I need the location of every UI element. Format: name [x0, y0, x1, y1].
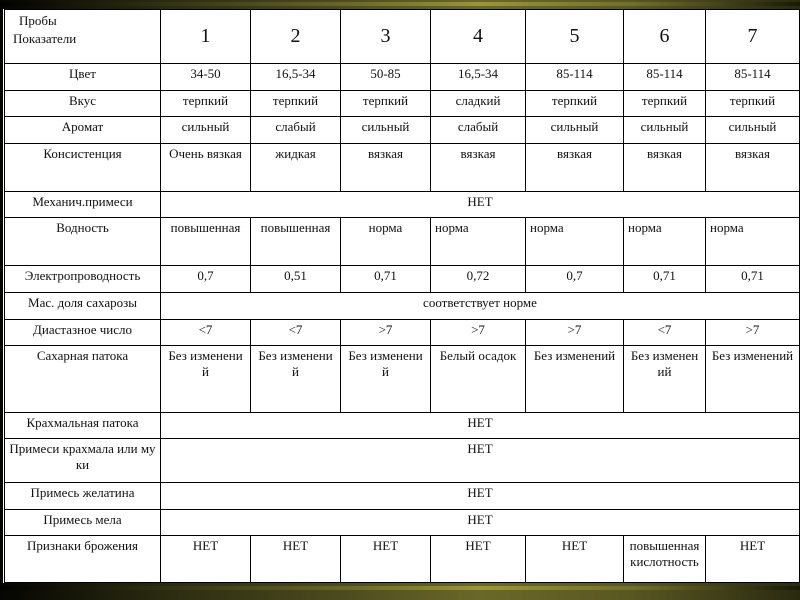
- row-conductivity: [5, 265, 800, 292]
- cell-water-4: норма: [431, 218, 526, 265]
- cell-diastase-2: <7: [251, 319, 341, 346]
- row-consistency: [5, 144, 800, 191]
- cell-conductivity-1: 0,7: [161, 265, 251, 292]
- cell-color-1: 34-50: [161, 63, 251, 90]
- cell-consistency-3: вязкая: [341, 144, 431, 191]
- cell-color-2: 16,5-34: [251, 63, 341, 90]
- cell-consistency-7: вязкая: [706, 144, 800, 191]
- sample-header-4: 4: [431, 10, 526, 64]
- row-starch-syrup: [5, 412, 800, 439]
- row-sucrose: [5, 292, 800, 319]
- cell-diastase-4: >7: [431, 319, 526, 346]
- cell-sugar-syrup-3: Без изменений: [341, 346, 431, 412]
- cell-aroma-4: слабый: [431, 117, 526, 144]
- row-sugar-syrup: [5, 346, 800, 412]
- cell-taste-3: терпкий: [341, 90, 431, 117]
- cell-consistency-5: вязкая: [526, 144, 624, 191]
- corner-header-cell: [5, 10, 161, 64]
- cell-aroma-7: сильный: [706, 117, 800, 144]
- cell-taste-6: терпкий: [624, 90, 706, 117]
- row-chalk: [5, 509, 800, 536]
- row-aroma: [5, 117, 800, 144]
- cell-diastase-5: >7: [526, 319, 624, 346]
- cell-fermentation-1: НЕТ: [161, 536, 251, 583]
- row-taste: [5, 90, 800, 117]
- cell-color-5: 85-114: [526, 63, 624, 90]
- cell-aroma-6: сильный: [624, 117, 706, 144]
- row-diastase: [5, 319, 800, 346]
- cell-sugar-syrup-4: Белый осадок: [431, 346, 526, 412]
- cell-water-5: норма: [526, 218, 624, 265]
- cell-color-7: 85-114: [706, 63, 800, 90]
- cell-gelatin: НЕТ: [161, 482, 800, 509]
- cell-aroma-2: слабый: [251, 117, 341, 144]
- cell-consistency-1: Очень вязкая: [161, 144, 251, 191]
- row-starch-flour: [5, 439, 800, 482]
- cell-taste-2: терпкий: [251, 90, 341, 117]
- cell-taste-1: терпкий: [161, 90, 251, 117]
- cell-conductivity-3: 0,71: [341, 265, 431, 292]
- row-label-starch-flour: Примеси крахмала или муки: [5, 439, 161, 482]
- row-label-fermentation: Признаки брожения: [5, 536, 161, 583]
- row-label-gelatin: Примесь желатина: [5, 482, 161, 509]
- row-fermentation: [5, 536, 800, 583]
- cell-sugar-syrup-2: Без изменений: [251, 346, 341, 412]
- cell-diastase-7: >7: [706, 319, 800, 346]
- row-gelatin: [5, 482, 800, 509]
- sample-header-1: 1: [161, 10, 251, 64]
- cell-color-3: 50-85: [341, 63, 431, 90]
- cell-conductivity-6: 0,71: [624, 265, 706, 292]
- row-label-diastase: Диастазное число: [5, 319, 161, 346]
- row-label-starch-syrup: Крахмальная патока: [5, 412, 161, 439]
- cell-aroma-1: сильный: [161, 117, 251, 144]
- cell-sugar-syrup-1: Без изменений: [161, 346, 251, 412]
- sample-header-2: 2: [251, 10, 341, 64]
- cell-color-6: 85-114: [624, 63, 706, 90]
- cell-conductivity-4: 0,72: [431, 265, 526, 292]
- row-label-sucrose: Мас. доля сахарозы: [5, 292, 161, 319]
- cell-taste-4: сладкий: [431, 90, 526, 117]
- cell-consistency-6: вязкая: [624, 144, 706, 191]
- cell-water-2: повышенная: [251, 218, 341, 265]
- sample-header-6: 6: [624, 10, 706, 64]
- cell-fermentation-5: НЕТ: [526, 536, 624, 583]
- cell-taste-5: терпкий: [526, 90, 624, 117]
- row-label-taste: Вкус: [5, 90, 161, 117]
- row-label-water: Водность: [5, 218, 161, 265]
- row-water: [5, 218, 800, 265]
- cell-water-6: норма: [624, 218, 706, 265]
- cell-sugar-syrup-7: Без изменений: [706, 346, 800, 412]
- row-label-aroma: Аромат: [5, 117, 161, 144]
- cell-chalk: НЕТ: [161, 509, 800, 536]
- row-label-color: Цвет: [5, 63, 161, 90]
- corner-samples-label: Пробы: [19, 13, 57, 28]
- cell-water-7: норма: [706, 218, 800, 265]
- cell-sucrose: соответствует норме: [161, 292, 800, 319]
- cell-conductivity-2: 0,51: [251, 265, 341, 292]
- cell-sugar-syrup-5: Без изменений: [526, 346, 624, 412]
- corner-indicators-label: Показатели: [13, 31, 77, 46]
- cell-starch-flour: НЕТ: [161, 439, 800, 482]
- slide-content: [3, 9, 800, 583]
- cell-diastase-1: <7: [161, 319, 251, 346]
- bottom-decor-stripe: [0, 586, 800, 590]
- cell-mech-impurities: НЕТ: [161, 191, 800, 218]
- cell-fermentation-6: повышенная кислотность: [624, 536, 706, 583]
- row-label-consistency: Консистенция: [5, 144, 161, 191]
- row-label-conductivity: Электропроводность: [5, 265, 161, 292]
- row-label-chalk: Примесь мела: [5, 509, 161, 536]
- cell-diastase-3: >7: [341, 319, 431, 346]
- sample-header-7: 7: [706, 10, 800, 64]
- cell-consistency-2: жидкая: [251, 144, 341, 191]
- cell-aroma-3: сильный: [341, 117, 431, 144]
- cell-consistency-4: вязкая: [431, 144, 526, 191]
- cell-water-3: норма: [341, 218, 431, 265]
- row-label-mech-impurities: Механич.примеси: [5, 191, 161, 218]
- row-color: [5, 63, 800, 90]
- cell-starch-syrup: НЕТ: [161, 412, 800, 439]
- cell-aroma-5: сильный: [526, 117, 624, 144]
- cell-conductivity-7: 0,71: [706, 265, 800, 292]
- cell-fermentation-7: НЕТ: [706, 536, 800, 583]
- honey-analysis-table: [4, 9, 800, 583]
- row-label-sugar-syrup: Сахарная патока: [5, 346, 161, 412]
- cell-fermentation-2: НЕТ: [251, 536, 341, 583]
- cell-fermentation-3: НЕТ: [341, 536, 431, 583]
- cell-sugar-syrup-6: Без изменений: [624, 346, 706, 412]
- cell-diastase-6: <7: [624, 319, 706, 346]
- cell-water-1: повышенная: [161, 218, 251, 265]
- row-mech-impurities: [5, 191, 800, 218]
- sample-header-5: 5: [526, 10, 624, 64]
- top-decor-stripe: [0, 2, 800, 6]
- cell-color-4: 16,5-34: [431, 63, 526, 90]
- cell-fermentation-4: НЕТ: [431, 536, 526, 583]
- header-row: [5, 10, 800, 64]
- cell-taste-7: терпкий: [706, 90, 800, 117]
- sample-header-3: 3: [341, 10, 431, 64]
- cell-conductivity-5: 0,7: [526, 265, 624, 292]
